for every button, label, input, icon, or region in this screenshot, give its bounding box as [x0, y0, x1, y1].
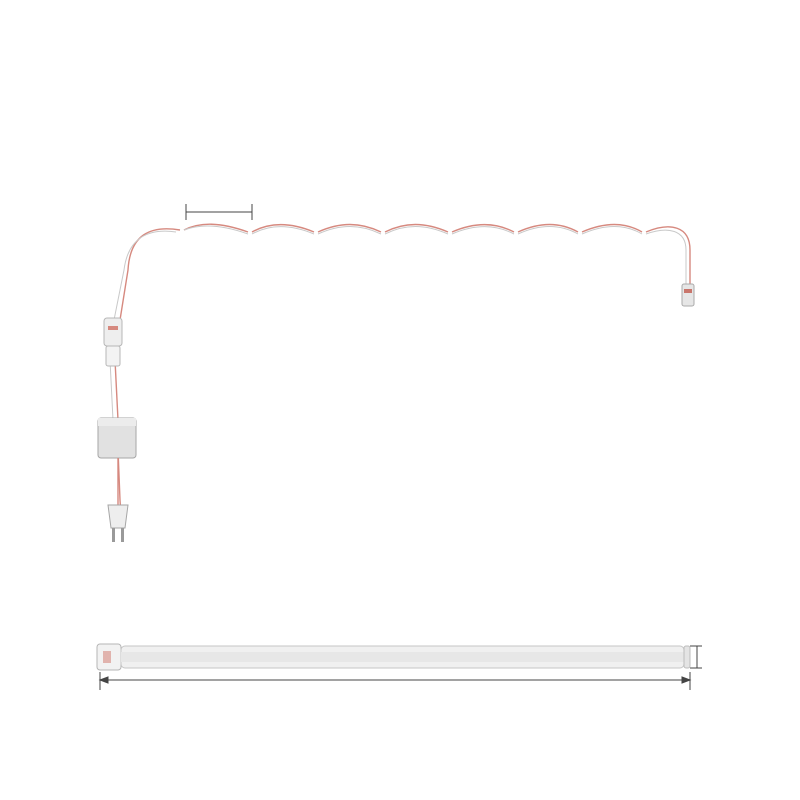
length-dimension	[100, 672, 690, 690]
power-wire	[115, 229, 180, 530]
end-connector	[682, 284, 694, 306]
width-dimension	[690, 646, 702, 668]
plug-icon	[108, 458, 128, 542]
power-adapter	[98, 418, 136, 458]
main-wire	[184, 224, 690, 285]
inline-connector	[104, 318, 122, 366]
single-tube	[97, 644, 690, 670]
spacing-dimension	[186, 204, 252, 220]
